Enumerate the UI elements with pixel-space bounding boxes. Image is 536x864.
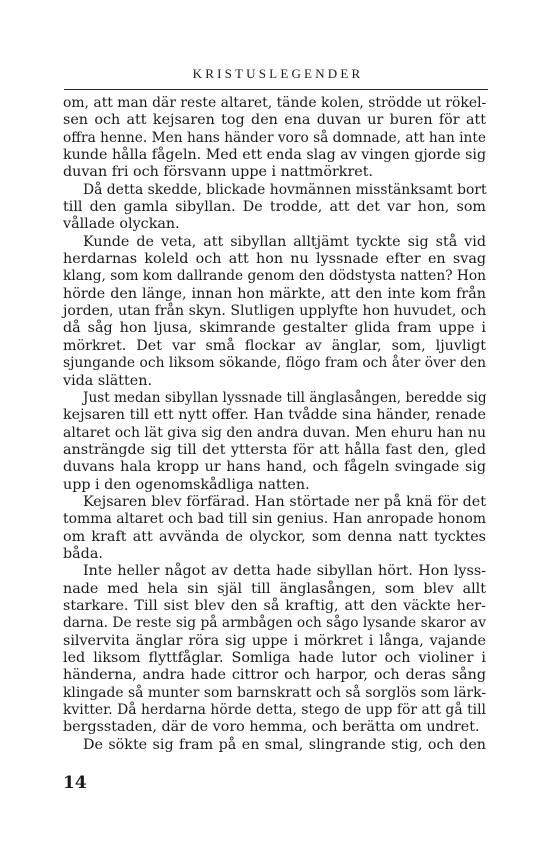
- text-line: vållade olyckan.: [63, 216, 180, 233]
- text-line: händerna, andra hade cittror och harpor, och deras sång: [63, 667, 486, 684]
- text-line: till den gamla sibyllan. De trodde, att det var hon, som: [63, 199, 486, 216]
- text-line: herdarnas koleld och att hon nu lyssnade efter en svag: [63, 251, 486, 268]
- text-line: nade med hela sin själ till änglasången, som blev allt: [63, 580, 486, 597]
- text-line: De sökte sig fram på en smal, slingrande stig, och den: [83, 736, 486, 753]
- text-line: duvans hala kropp ur hans hand, och fågeln svingade sig: [63, 459, 486, 476]
- text-line: då såg hon ljusa, skimrande gestalter glida fram uppe i: [63, 320, 486, 337]
- text-line: silvervita änglar röra sig uppe i mörkret i långa, vajande: [63, 632, 486, 649]
- text-line: upp i den ogenomskådliga natten.: [63, 476, 310, 493]
- text-line: hörde den länge, innan hon märkte, att den inte kom från: [63, 285, 486, 302]
- text-line: Kejsaren blev förfärad. Han störtade ner på knä för det: [83, 493, 486, 510]
- text-line: duvan fri och försvann uppe i nattmörkret.: [63, 164, 374, 181]
- text-line: klingade så munter som barnskratt och så sorglös som lärk-: [63, 684, 487, 701]
- text-line: vida slätten.: [63, 372, 153, 389]
- text-line: sjungande och liksom sökande, flögo fram och åter över den: [63, 355, 486, 372]
- header-rule: [64, 89, 488, 90]
- text-line: Inte heller något av detta hade sibyllan hört. Hon lyss-: [83, 563, 486, 580]
- text-line: om kraft att avvända de olyckor, som denna natt tycktes: [63, 528, 486, 545]
- text-line: darna. De reste sig på armbågen och sågo lysande skaror av: [63, 615, 486, 632]
- text-line: kvitter. Då herdarna hörde detta, stego de upp för att gå till: [63, 702, 486, 719]
- text-line: Kunde de veta, att sibyllan alltjämt tyckte sig stå vid: [83, 233, 486, 250]
- text-line: kunde hålla fågeln. Med ett enda slag av vingen gjorde sig: [63, 147, 487, 164]
- text-line: starkare. Till sist blev den så kraftig, att den väckte her-: [63, 597, 486, 614]
- text-line: båda.: [63, 545, 103, 562]
- text-line: ansträngde sig till det yttersta för att hålla fast den, gled: [63, 441, 486, 458]
- text-line: offra henne. Men hans händer voro så domnade, att han inte: [63, 129, 486, 146]
- running-head: KRISTUSLEGENDER: [192, 66, 364, 81]
- text-line: kejsaren till ett nytt offer. Han tvådde sina händer, renade: [63, 407, 486, 424]
- text-line: bergsstaden, där de voro hemma, och berätta om undret.: [63, 719, 480, 736]
- text-line: mörkret. Det var små flockar av änglar, som, ljuvligt: [63, 337, 486, 354]
- text-line: tomma altaret och bad till sin genius. Han anropade honom: [63, 511, 486, 528]
- text-line: sen och att kejsaren tog den ena duvan ur buren för att: [63, 112, 486, 129]
- text-line: Då detta skedde, blickade hovmännen misstänksamt bort: [83, 181, 487, 198]
- text-line: klang, som kom dallrande genom den dödstysta natten? Hon: [63, 268, 486, 285]
- body-text: [63, 95, 486, 754]
- text-line: Just medan sibyllan lyssnade till änglasången, beredde sig: [83, 389, 487, 406]
- text-line: led liksom flyttfåglar. Somliga hade lutor och violiner i: [63, 650, 486, 666]
- text-line: altaret och lät giva sig den andra duvan. Men ehuru han nu: [63, 424, 486, 441]
- text-line: om, att man där reste altaret, tände kolen, strödde ut rökel-: [63, 95, 487, 111]
- page-number: 14: [63, 773, 87, 793]
- text-line: jorden, utan från skyn. Slutligen upplyfte hon huvudet, och: [63, 303, 487, 320]
